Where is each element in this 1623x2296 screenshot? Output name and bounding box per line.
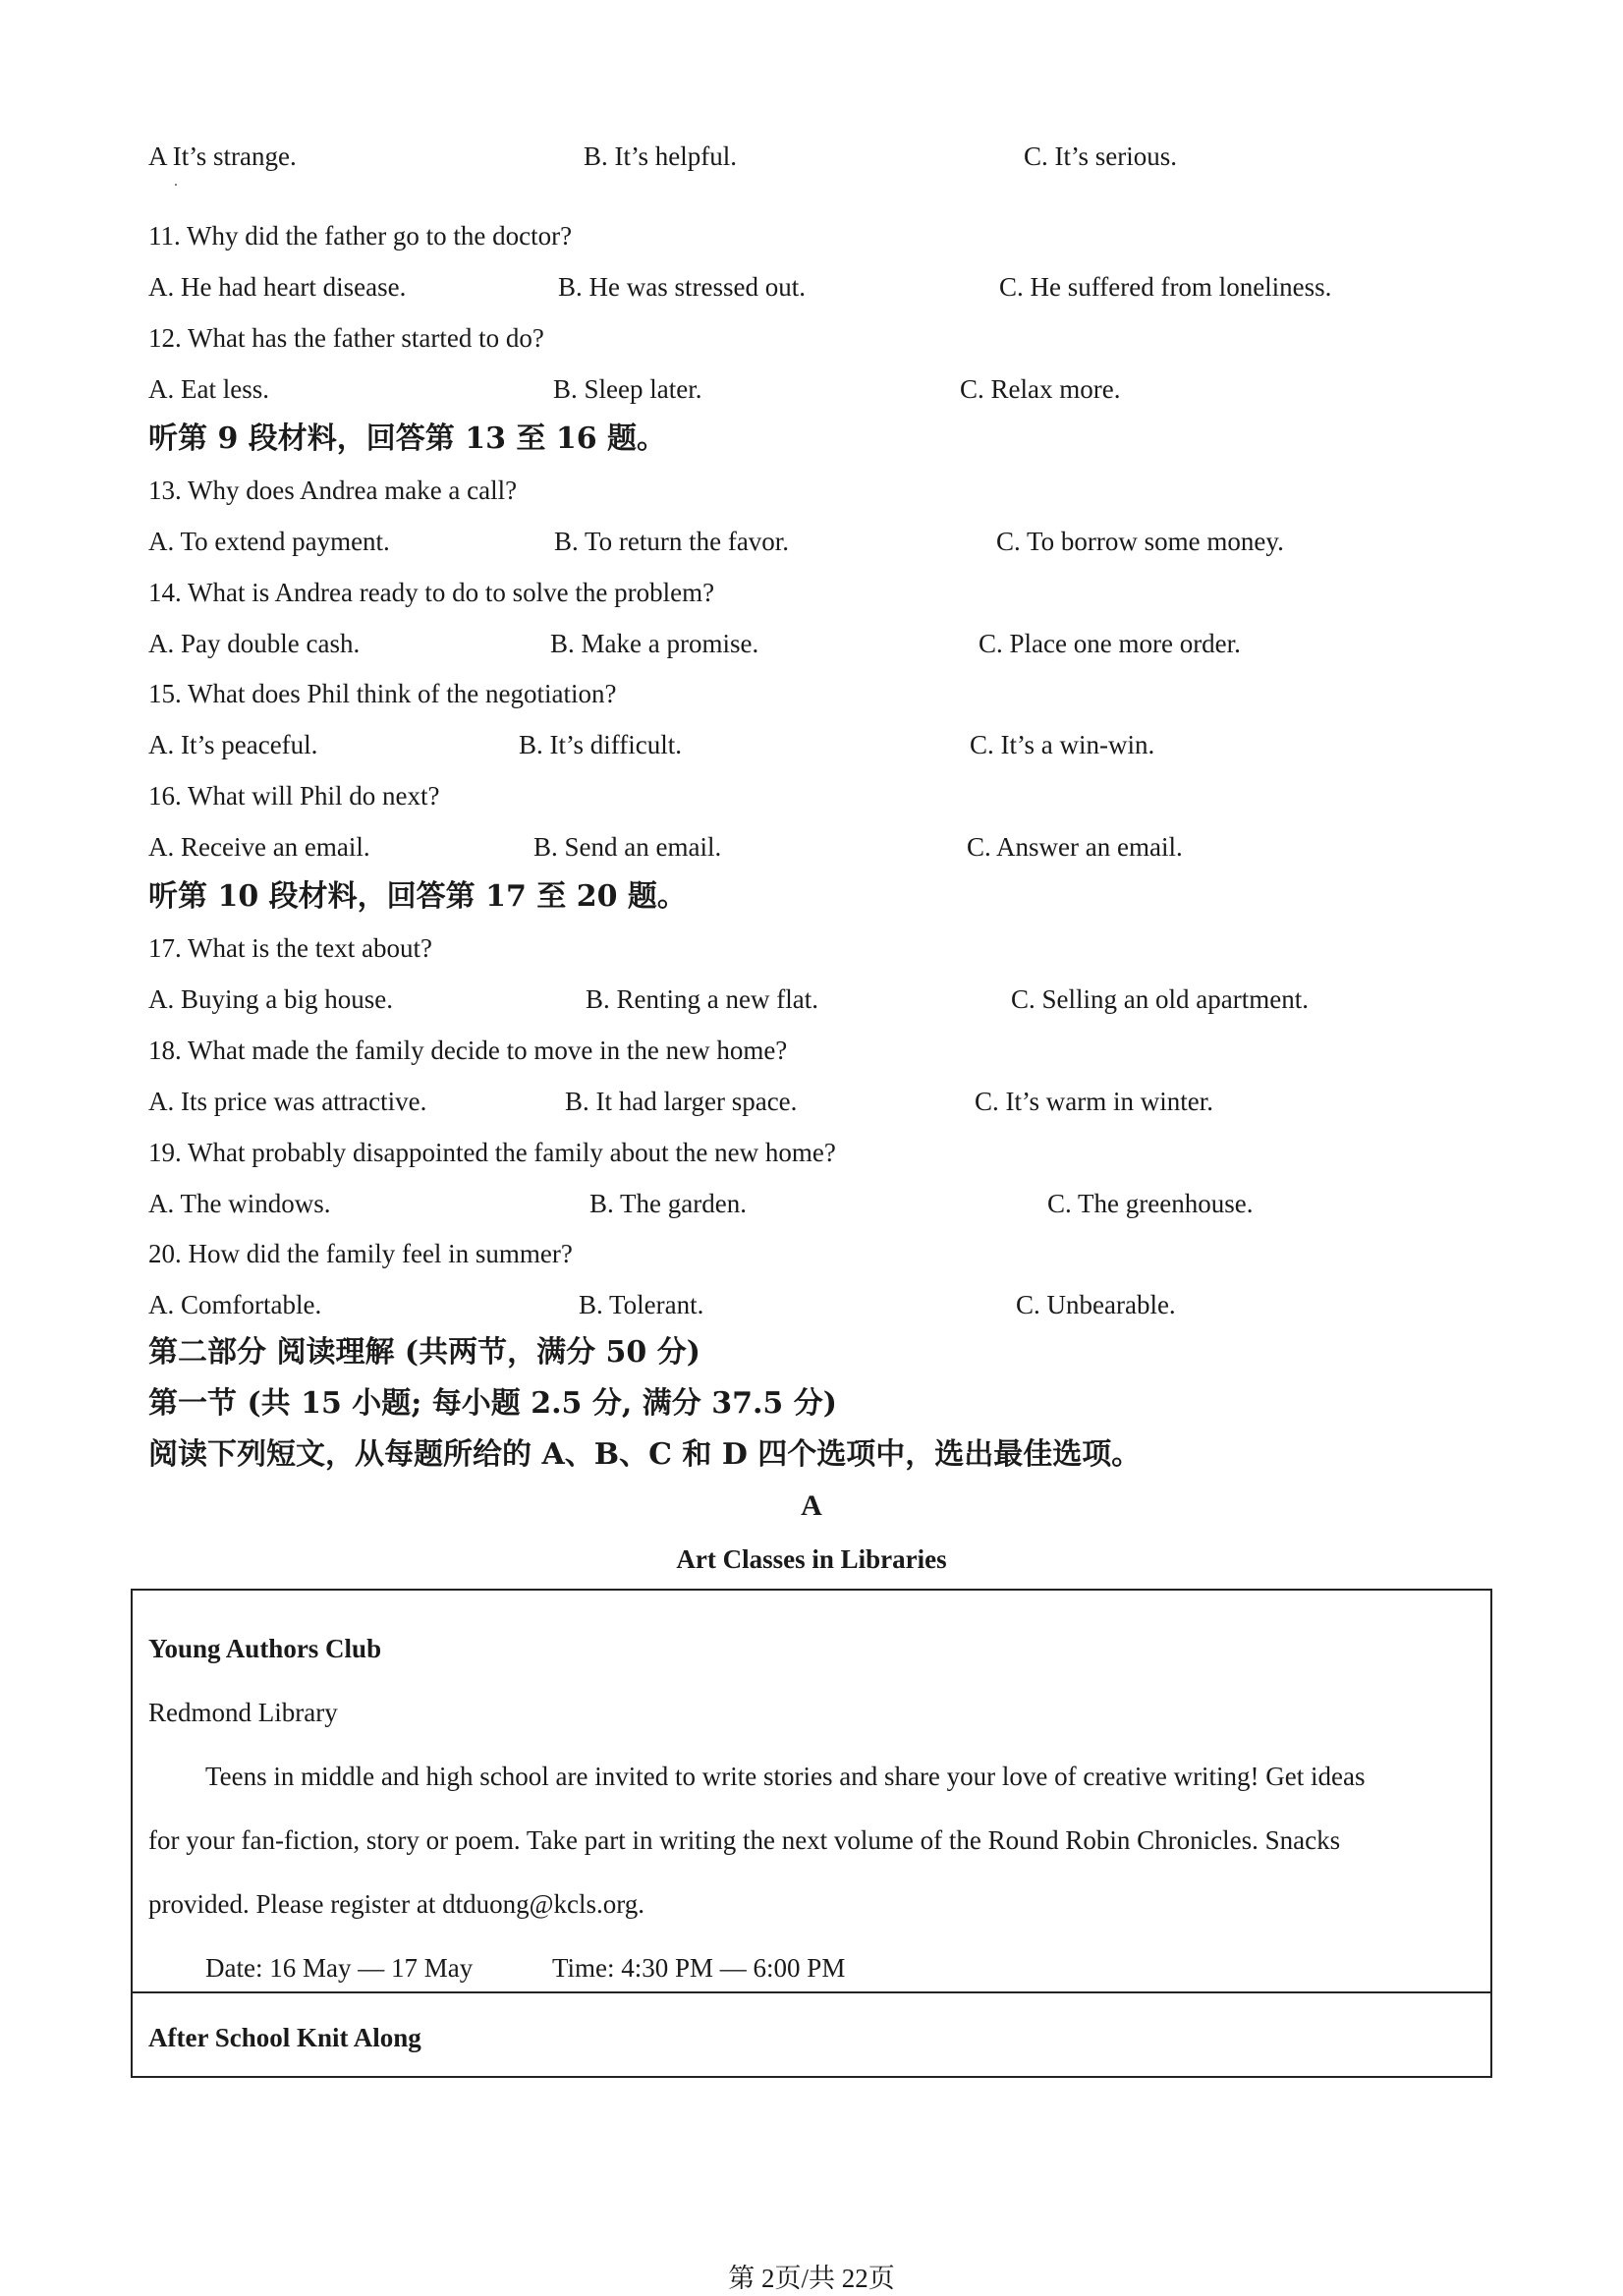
q17-option-c: C. Selling an old apartment. <box>1011 984 1309 1014</box>
q13-option-c: C. To borrow some money. <box>996 527 1284 556</box>
question-15: 15. What does Phil think of the negotiation? <box>148 679 617 708</box>
q19-option-b: B. The garden. <box>589 1189 747 1218</box>
section-10-heading: 听第 10 段材料，回答第 17 至 20 题。 <box>148 879 687 914</box>
passage-box <box>131 1589 1492 2078</box>
q12-option-a: A. Eat less. <box>148 374 269 404</box>
q17-option-a: A. Buying a big house. <box>148 984 393 1014</box>
question-11: 11. Why did the father go to the doctor? <box>148 221 573 251</box>
q19-option-c: C. The greenhouse. <box>1047 1189 1254 1218</box>
q20-option-c: C. Unbearable. <box>1016 1290 1176 1319</box>
q14-option-b: B. Make a promise. <box>550 629 759 658</box>
q17-option-b: B. Renting a new flat. <box>586 984 818 1014</box>
q15-option-a: A. It’s peaceful. <box>148 730 318 759</box>
q18-option-c: C. It’s warm in winter. <box>975 1087 1213 1116</box>
question-19: 19. What probably disappointed the family about the new home? <box>148 1138 836 1167</box>
q20-option-a: A. Comfortable. <box>148 1290 322 1319</box>
q10-option-b: B. It’s helpful. <box>584 141 737 171</box>
stray-dot <box>175 184 177 186</box>
q16-option-a: A. Receive an email. <box>148 832 370 862</box>
q18-option-b: B. It had larger space. <box>565 1087 798 1116</box>
q11-option-a: A. He had heart disease. <box>148 272 407 302</box>
q14-option-a: A. Pay double cash. <box>148 629 361 658</box>
question-12: 12. What has the father started to do? <box>148 323 544 353</box>
box-divider <box>133 1991 1490 1993</box>
listing-1-date: Date: 16 May — 17 May <box>205 1953 474 1983</box>
q20-option-b: B. Tolerant. <box>579 1290 704 1319</box>
listing-1-title: Young Authors Club <box>148 1634 382 1663</box>
question-20: 20. How did the family feel in summer? <box>148 1239 573 1268</box>
listing-1-time: Time: 4:30 PM — 6:00 PM <box>552 1953 846 1983</box>
q13-option-b: B. To return the favor. <box>554 527 790 556</box>
question-13: 13. Why does Andrea make a call? <box>148 476 518 505</box>
question-14: 14. What is Andrea ready to do to solve the problem? <box>148 578 715 607</box>
q12-option-b: B. Sleep later. <box>553 374 702 404</box>
q13-option-a: A. To extend payment. <box>148 527 390 556</box>
question-17: 17. What is the text about? <box>148 933 432 963</box>
passage-letter: A <box>801 1489 822 1522</box>
q19-option-a: A. The windows. <box>148 1189 331 1218</box>
q15-option-c: C. It’s a win-win. <box>970 730 1155 759</box>
q11-option-c: C. He suffered from loneliness. <box>999 272 1332 302</box>
listing-1-description-line-2: for your fan-fiction, story or poem. Take part in writing the next volume of the Round Robin Chronicles. Snacks <box>148 1825 1341 1855</box>
q16-option-b: B. Send an email. <box>533 832 722 862</box>
q10-option-a: A It’s strange. <box>148 141 297 171</box>
q16-option-c: C. Answer an email. <box>967 832 1183 862</box>
q14-option-c: C. Place one more order. <box>979 629 1241 658</box>
page-number-footer: 第 2页/共 22页 <box>728 2264 895 2293</box>
passage-title: Art Classes in Libraries <box>676 1544 947 1574</box>
listing-2-title: After School Knit Along <box>148 2023 421 2052</box>
q15-option-b: B. It’s difficult. <box>519 730 682 759</box>
q11-option-b: B. He was stressed out. <box>558 272 806 302</box>
listing-1-description-line-1: Teens in middle and high school are invited to write stories and share your love of creative writing! Get ideas <box>205 1762 1366 1791</box>
question-18: 18. What made the family decide to move in the new home? <box>148 1036 788 1065</box>
q12-option-c: C. Relax more. <box>960 374 1121 404</box>
part-2-section-1-title: 第一节 (共 15 小题; 每小题 2.5 分, 满分 37.5 分) <box>148 1386 837 1421</box>
section-9-heading: 听第 9 段材料，回答第 13 至 16 题。 <box>148 421 667 456</box>
listing-1-location: Redmond Library <box>148 1698 338 1727</box>
part-2-title: 第二部分 阅读理解 (共两节，满分 50 分) <box>148 1335 700 1370</box>
q10-option-c: C. It’s serious. <box>1024 141 1178 171</box>
listing-1-description-line-3: provided. Please register at dtduong@kcls.org. <box>148 1889 645 1919</box>
q18-option-a: A. Its price was attractive. <box>148 1087 427 1116</box>
question-16: 16. What will Phil do next? <box>148 781 440 811</box>
part-2-instruction: 阅读下列短文，从每题所给的 A、B、C 和 D 四个选项中，选出最佳选项。 <box>148 1437 1142 1472</box>
